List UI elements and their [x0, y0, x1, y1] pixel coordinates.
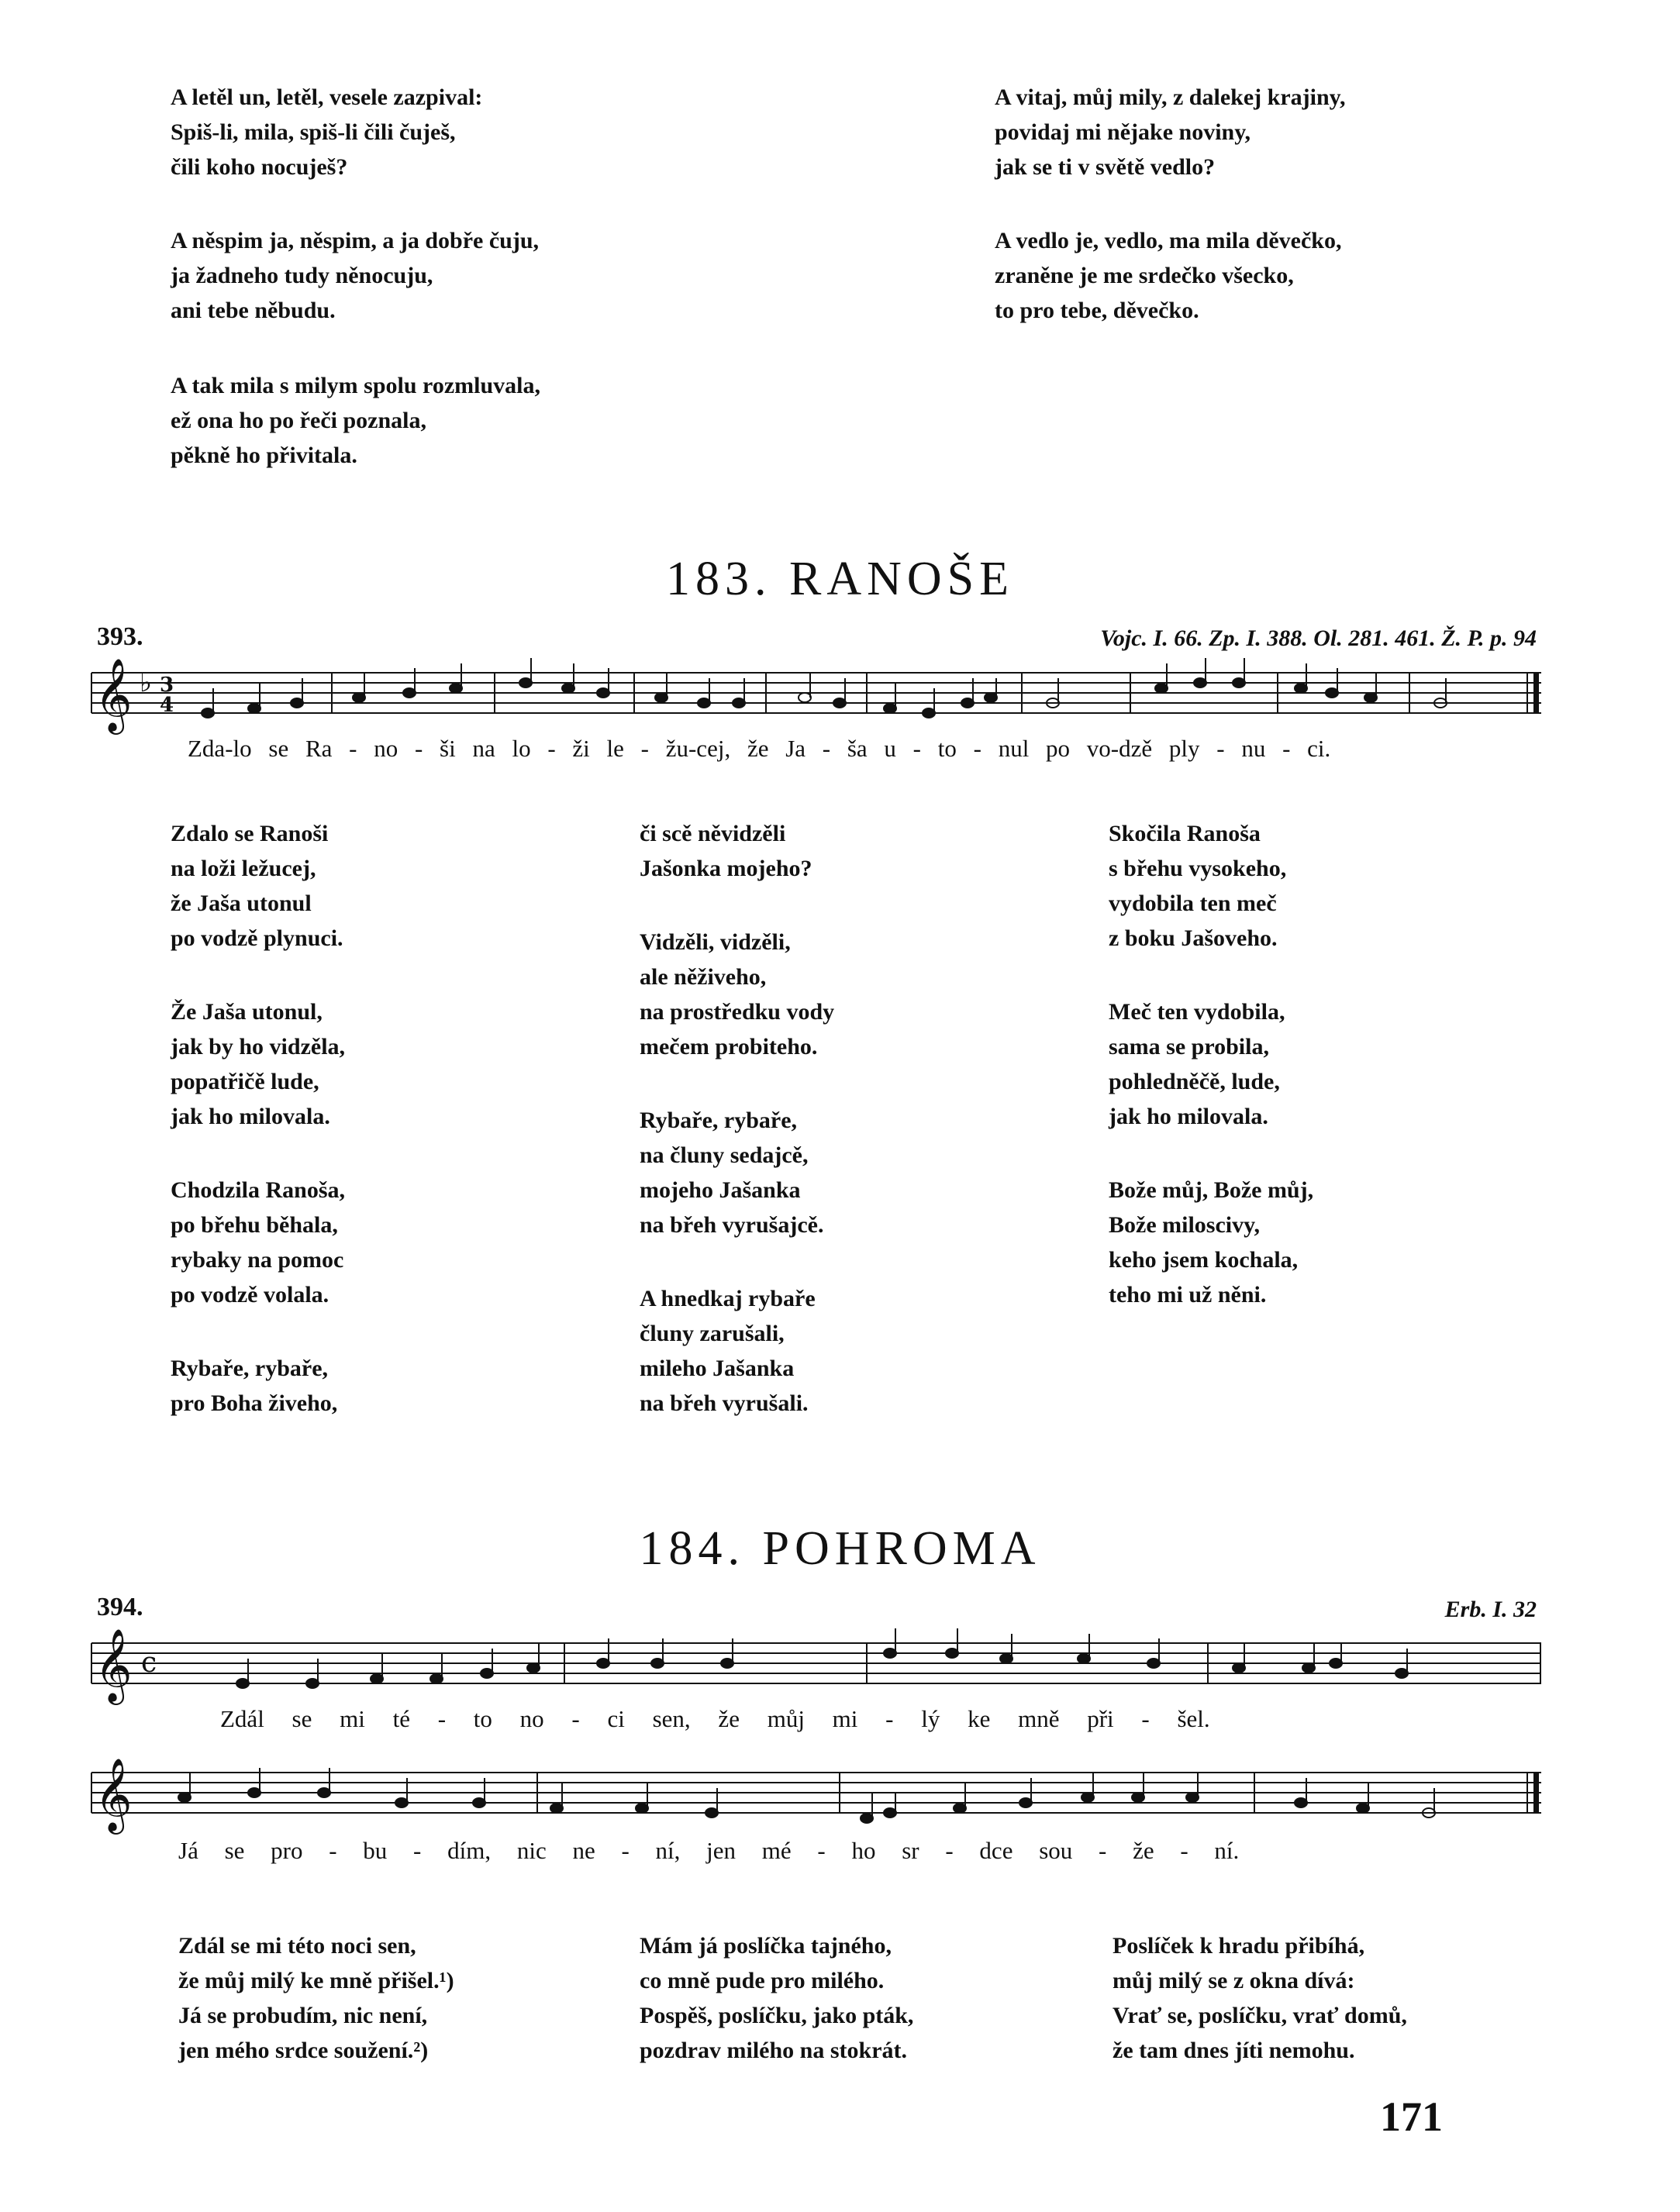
song-184-staff-1-notes — [236, 1628, 1408, 1688]
song-184-col3-stanza: Poslíček k hradu přibíhá, můj milý se z okna dívá: Vrať se, poslíčku, vrať domů, že tam dnes jíti nemohu. — [1113, 1933, 1407, 2063]
treble-clef-icon: 𝄞 — [95, 658, 133, 732]
top-right-stanza-1: A vitaj, můj mily, z dalekej krajiny, povidaj mi nějake noviny, jak se ti v světě vedlo? — [995, 84, 1346, 180]
song-183-notes — [202, 658, 1447, 718]
song-183-col2-stanza-1: či scě něvidzěli Jašonka mojeho? — [640, 821, 812, 881]
treble-clef-icon: 𝄞 — [95, 1628, 133, 1702]
treble-clef-icon: 𝄞 — [95, 1758, 133, 1831]
song-183-col3-stanza-2: Meč ten vydobila, sama se probila, pohledněčě, lude, jak ho milovala. — [1109, 999, 1285, 1129]
top-left-stanza-1: A letěl un, letěl, vesele zazpival: Spiš-li, mila, spiš-li čili čuješ, čili koho nocuješ? — [171, 84, 483, 180]
song-184-col2-stanza: Mám já poslíčka tajného, co mně pude pro milého. Pospěš, poslíčku, jako pták, pozdrav milého na stokrát. — [640, 1933, 914, 2063]
song-183-col3-stanza-1: Skočila Ranoša s břehu vysokeho, vydobila ten meč z boku Jašoveho. — [1109, 821, 1287, 951]
song-184-number: 394. — [97, 1593, 143, 1621]
top-left-stanza-2: A něspim ja, něspim, a ja dobře čuju, ja žadneho tudy něnocuju, ani tebe něbudu. — [171, 228, 540, 323]
song-184-staff-2-notes — [178, 1768, 1435, 1823]
flat-key-signature-icon: ♭ — [140, 667, 153, 698]
song-183-col2-stanza-4: A hnedkaj rybaře čluny zarušali, mileho Jašanka na břeh vyrušali. — [640, 1286, 816, 1416]
song-183-col1-stanza-4: Rybaře, rybaře, pro Boha živeho, — [171, 1356, 338, 1416]
page-number: 171 — [1380, 2093, 1443, 2140]
song-184-lyrics-2: Já se pro - bu - dím, nic ne - ní, jen mé - ho sr - dce sou - že - ní. — [178, 1837, 1240, 1864]
song-183-staff — [91, 657, 1541, 732]
song-183-col1-stanza-2: Že Jaša utonul, jak by ho vidzěla, popatřičě lude, jak ho milovala. — [171, 999, 346, 1129]
song-183-col1-stanza-1: Zdalo se Ranoši na loži ležucej, že Jaša utonul po vodzě plynuci. — [171, 821, 343, 951]
song-184-source: Erb. I. 32 — [1444, 1597, 1537, 1622]
song-183-number: 393. — [97, 622, 143, 651]
song-183-col3-stanza-3: Bože můj, Bože můj, Bože miloscivy, keho jsem kochala, teho mi už něni. — [1109, 1177, 1314, 1308]
song-183-col1-stanza-3: Chodzila Ranoša, po břehu běhala, rybaky na pomoc po vodzě volala. — [171, 1177, 346, 1308]
song-184-col1-stanza: Zdál se mi této noci sen, že můj milý ke mně přišel.¹) Já se probudím, nic není, jen mého srdce soužení.²) — [178, 1933, 454, 2063]
song-183-col2-stanza-3: Rybaře, rybaře, na čluny sedajcě, mojeho Jašanka na břeh vyrušajcě. — [640, 1108, 824, 1238]
top-left-stanza-3: A tak mila s milym spolu rozmluvala, ež ona ho po řeči poznala, pěkně ho přivitala. — [171, 373, 540, 468]
song-184-staff-1 — [91, 1628, 1541, 1702]
common-time-icon: c — [141, 1647, 157, 1679]
time-signature-3-4: 3 — [160, 674, 174, 697]
song-183-col2-stanza-2: Vidzěli, vidzěli, ale něživeho, na prostředku vody mečem probiteho. — [640, 929, 835, 1059]
song-183-title: 183. RANOŠE — [665, 553, 1015, 605]
song-184-lyrics-1: Zdál se mi té - to no - ci sen, že můj mi - lý ke mně při - šel. — [220, 1705, 1210, 1732]
time-signature-3-4-lower: 4 — [160, 694, 174, 717]
song-183-lyrics: Zda-lo se Ra - no - ši na lo - ži le - žu-cej, že Ja - ša u - to - nul po vo-dzě ply - nu - ci. — [188, 735, 1331, 762]
top-right-stanza-2: A vedlo je, vedlo, ma mila děvečko, zraněne je me srdečko všecko, to pro tebe, děvečko. — [995, 228, 1342, 323]
song-184-staff-2 — [91, 1757, 1541, 1831]
song-183-source: Vojc. I. 66. Zp. I. 388. Ol. 281. 461. Ž. P. p. 94 — [1100, 625, 1537, 651]
song-184-title: 184. POHROMA — [639, 1522, 1041, 1575]
